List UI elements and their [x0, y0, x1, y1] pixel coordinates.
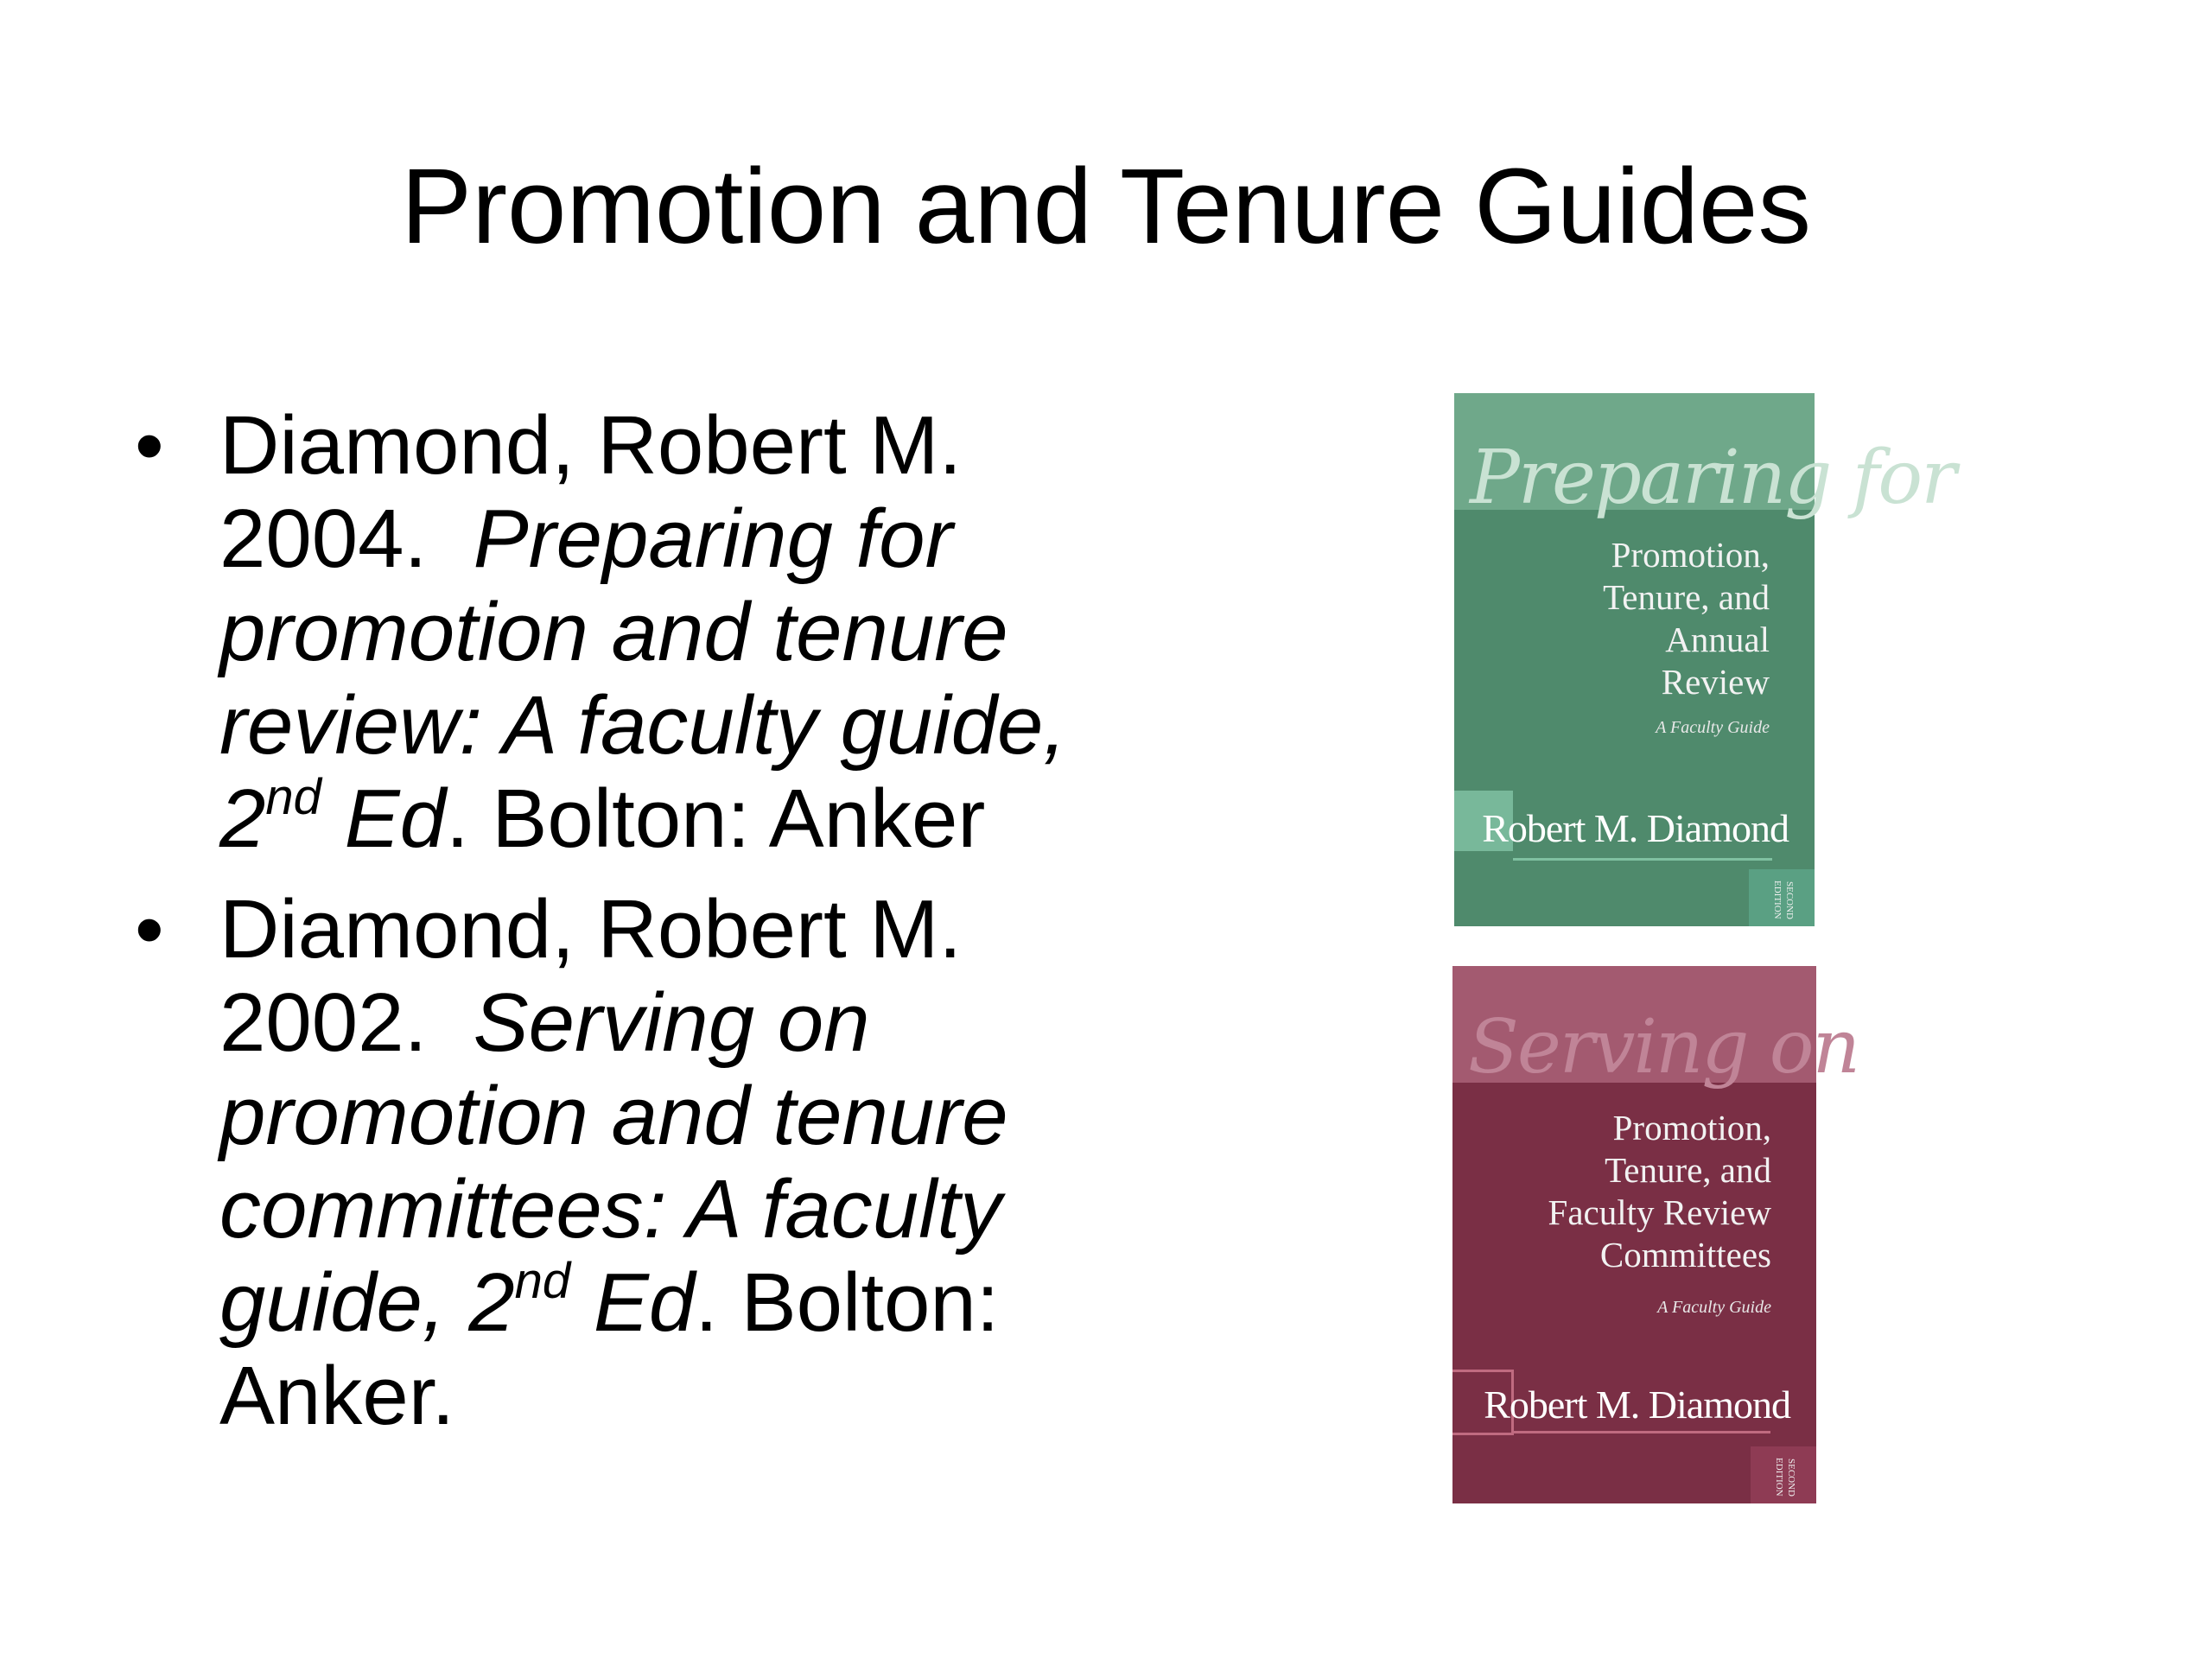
reference-item	[130, 883, 1166, 1443]
cover-title-line: Review	[1661, 662, 1770, 702]
cover-script-title: Serving on	[1468, 1004, 1859, 1090]
cover-divider	[1511, 1431, 1770, 1433]
book-cover-preparing	[1454, 393, 1955, 926]
book-cover-serving	[1452, 966, 1859, 1503]
reference-title: Preparing for promotion and tenure review: A faculty guide, 2	[219, 493, 1067, 865]
cover-title-line: Annual	[1665, 620, 1770, 659]
cover-title-line: Committees	[1599, 1235, 1771, 1274]
reference-item	[130, 399, 1166, 866]
cover-edition: SECOND EDITION	[1774, 1458, 1796, 1497]
cover-author: Robert M. Diamond	[1484, 1382, 1790, 1427]
cover-title-line: Tenure, and	[1605, 1150, 1771, 1190]
reference-title-superscript: nd	[514, 1253, 571, 1309]
cover-title-line: Tenure, and	[1603, 577, 1770, 617]
reference-title: Serving on promotion and tenure committees: A faculty guide, 2	[219, 976, 1008, 1349]
reference-title-superscript: nd	[265, 769, 321, 825]
cover-title-line: Faculty Review	[1548, 1192, 1771, 1232]
cover-divider	[1513, 858, 1772, 861]
cover-title-line: Promotion,	[1611, 535, 1770, 575]
reference-title-edition: Ed	[321, 772, 446, 865]
cover-subtitle: A Faculty Guide	[1657, 1298, 1771, 1317]
cover-edition: SECOND EDITION	[1772, 880, 1795, 919]
reference-title-edition: Ed	[570, 1256, 696, 1349]
cover-script-title: Preparing for	[1470, 435, 1955, 521]
reference-list	[130, 399, 1166, 1460]
cover-author: Robert M. Diamond	[1482, 806, 1789, 850]
cover-title-lines	[1603, 534, 1770, 703]
reference-author: Diamond, Robert M. 2004.	[219, 399, 962, 585]
cover-title-line: Promotion,	[1612, 1108, 1771, 1147]
cover-title-lines	[1548, 1107, 1771, 1276]
reference-publisher: . Bolton: Anker.	[219, 1256, 1000, 1442]
cover-subtitle: A Faculty Guide	[1656, 718, 1770, 737]
reference-publisher: . Bolton: Anker	[446, 772, 986, 865]
reference-author: Diamond, Robert M. 2002.	[219, 883, 962, 1069]
slide-title: Promotion and Tenure Guides	[401, 148, 1811, 266]
bullet-icon: •	[135, 399, 164, 492]
bullet-icon: •	[135, 883, 164, 976]
